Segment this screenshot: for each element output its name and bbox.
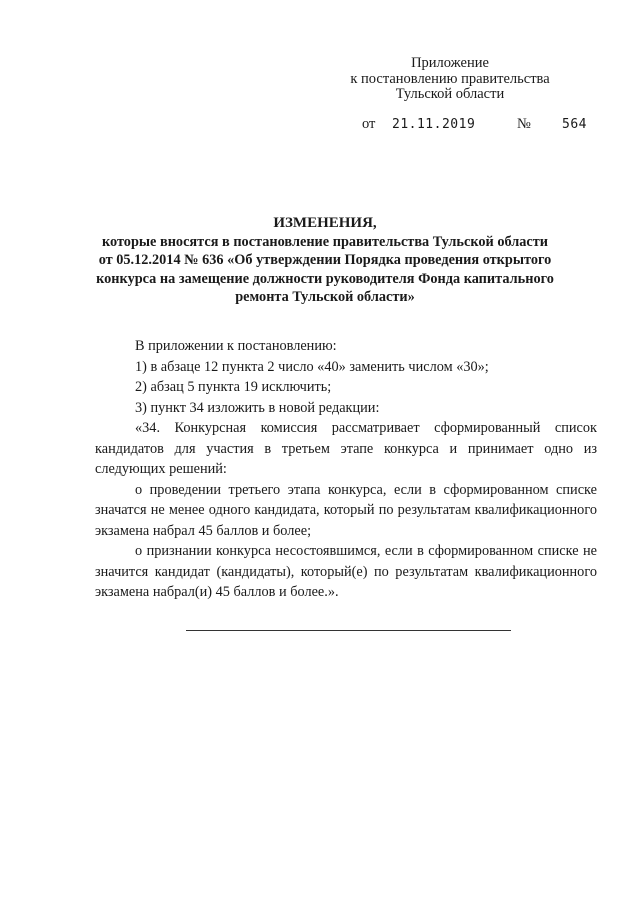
- title-line-2: от 05.12.2014 № 636 «Об утверждении Порядка проведения открытого: [98, 252, 552, 269]
- appendix-line-1: Приложение: [411, 55, 489, 71]
- title-heading: ИЗМЕНЕНИЯ,: [273, 215, 377, 231]
- appendix-line-2: к постановлению правительства: [350, 70, 550, 87]
- title-line-1: которые вносятся в постановление правительства Тульской области: [101, 233, 549, 250]
- appendix-header: [300, 56, 600, 103]
- document-number: 564: [562, 117, 587, 132]
- document-date: 21.11.2019: [392, 117, 476, 132]
- body-item-1: 1) в абзаце 12 пункта 2 число «40» заменить числом «30»;: [135, 358, 489, 375]
- document-title: [90, 214, 560, 307]
- document-body: [95, 336, 597, 603]
- body-intro: В приложении к постановлению:: [135, 338, 337, 354]
- title-line-3: конкурса на замещение должности руководителя Фонда капитального: [96, 270, 554, 287]
- body-item-3: 3) пункт 34 изложить в новой редакции:: [135, 399, 380, 416]
- decision-1: о проведении третьего этапа конкурса, если в сформированном списке значатся не менее одного кандидата, который по результатам квалификационного экзамена набрал 45 баллов и более;: [95, 481, 597, 539]
- appendix-line-3: Тульской области: [395, 86, 505, 102]
- title-line-4: ремонта Тульской области»: [235, 289, 415, 306]
- date-from-label: от: [362, 116, 376, 132]
- decision-2: о признании конкурса несостоявшимся, если в сформированном списке не значится кандидат (кандидаты), который(е) по результатам квалификационного экзамена набрал(и) 45 баллов и более.».: [95, 543, 597, 600]
- separator-line: [186, 630, 511, 631]
- body-item-2: 2) абзац 5 пункта 19 исключить;: [135, 379, 332, 395]
- number-sign: №: [517, 116, 531, 132]
- paragraph-34: «34. Конкурсная комиссия рассматривает сформированный список кандидатов для участия в третьем этапе конкурса и принимает одно из следующих решений:: [95, 420, 597, 477]
